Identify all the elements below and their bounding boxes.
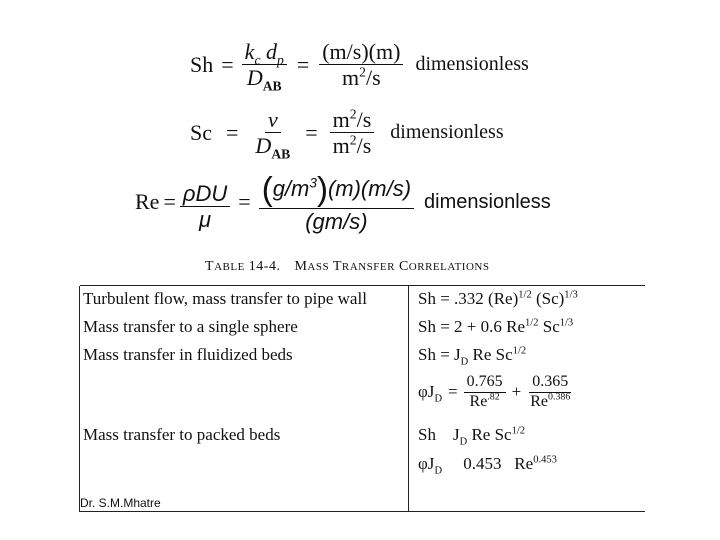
sh-fraction-units xyxy=(319,40,403,89)
re-denominator: μ xyxy=(199,206,212,232)
jd-fraction-2-num: 0.365 xyxy=(529,374,571,393)
bottom-rule xyxy=(79,511,645,512)
row-eq-single-sphere: Sh = 2 + 0.6 $Re^{1/2}$ $Sc^{1/3}$ xyxy=(418,317,574,336)
sh-units-denominator: $m^2/s$ xyxy=(342,64,381,91)
sc-fraction-units xyxy=(330,108,375,157)
equals-sign: = xyxy=(238,189,251,215)
schmidt-equation xyxy=(190,106,504,162)
sc-lhs: Sc xyxy=(190,119,212,145)
author-footer: Dr. S.M.Mhatre xyxy=(80,496,165,510)
equals-sign: = xyxy=(226,119,239,145)
table-title-main: MASS TRANSFER CORRELATIONS xyxy=(294,259,490,274)
equals-sign: = xyxy=(221,51,234,77)
row-eq-fluidized-beds: $Sh = J_D$ Re $Sc^{1/2}$ xyxy=(418,345,527,368)
re-numerator: ρDU xyxy=(180,174,230,207)
middle-vertical-rule xyxy=(408,286,409,511)
re-units-numerator: $(g/m^3)(m)(m/s)$ xyxy=(259,172,414,209)
jd-fraction-1-num: 0.765 xyxy=(464,374,506,393)
sh-denominator: $D_{AB}$ xyxy=(246,65,282,94)
re-fraction-symbols xyxy=(180,174,230,231)
sc-denominator: $D_{AB}$ xyxy=(255,133,291,162)
equals-sign: = xyxy=(305,119,318,145)
row-eq-packed-beds: Sh $J_D$ Re $Sc^{1/2}$ xyxy=(418,425,526,448)
plus-sign: + xyxy=(511,382,522,402)
table-top-rule xyxy=(80,285,645,286)
sc-unit: dimensionless xyxy=(390,121,504,144)
sh-lhs: Sh xyxy=(190,51,214,77)
re-fraction-units xyxy=(259,172,414,233)
row-label-pipe-wall: Turbulent flow, mass transfer to pipe wall xyxy=(83,289,367,308)
re-unit: dimensionless xyxy=(424,190,551,213)
jd-fraction-1 xyxy=(464,374,506,411)
jd-fraction-2-den: $Re^{0.386}$ xyxy=(530,391,571,410)
row-label-fluidized-beds: Mass transfer in fluidized beds xyxy=(83,345,293,364)
row-eq-packed-jd: $\varphi J_D$ 0.453 $Re^{0.453}$ xyxy=(418,454,557,477)
sh-numerator: $k_c$ $d_p$ xyxy=(242,40,287,65)
sh-unit: dimensionless xyxy=(415,53,529,76)
re-units-denominator: (gm/s) xyxy=(305,208,368,234)
sc-units-numerator: $m^2/s$ xyxy=(330,108,375,133)
row-eq-pipe-wall: Sh = .332 $(Re)^{1/2}$ $(Sc)^{1/3}$ xyxy=(418,289,578,308)
left-vertical-rule xyxy=(79,286,80,511)
sc-units-denominator: $m^2/s$ xyxy=(332,132,372,159)
row-label-single-sphere: Mass transfer to a single sphere xyxy=(83,317,298,336)
equals-sign: = xyxy=(296,51,310,77)
jd-fraction-2 xyxy=(527,374,573,411)
table-title xyxy=(205,259,489,275)
row-eq-fluidized-jd xyxy=(418,374,573,411)
sh-units-numerator: (m/s)(m) xyxy=(319,40,403,65)
row-label-packed-beds: Mass transfer to packed beds xyxy=(83,425,281,444)
equals-sign: = xyxy=(163,189,176,215)
jd-fraction-1-den: $Re^{.82}$ xyxy=(469,391,500,410)
reynolds-equation xyxy=(135,172,551,233)
equals-sign: = xyxy=(448,382,458,402)
table-title-prefix: TABLE 14-4. xyxy=(205,259,281,274)
re-lhs: Re xyxy=(135,189,160,215)
sherwood-equation xyxy=(190,39,529,94)
sc-fraction-symbols xyxy=(252,107,293,162)
sc-numerator: ν xyxy=(265,108,281,133)
sh-fraction-symbols xyxy=(242,39,287,94)
phi-jd: $\varphi J_D$ xyxy=(418,382,443,405)
